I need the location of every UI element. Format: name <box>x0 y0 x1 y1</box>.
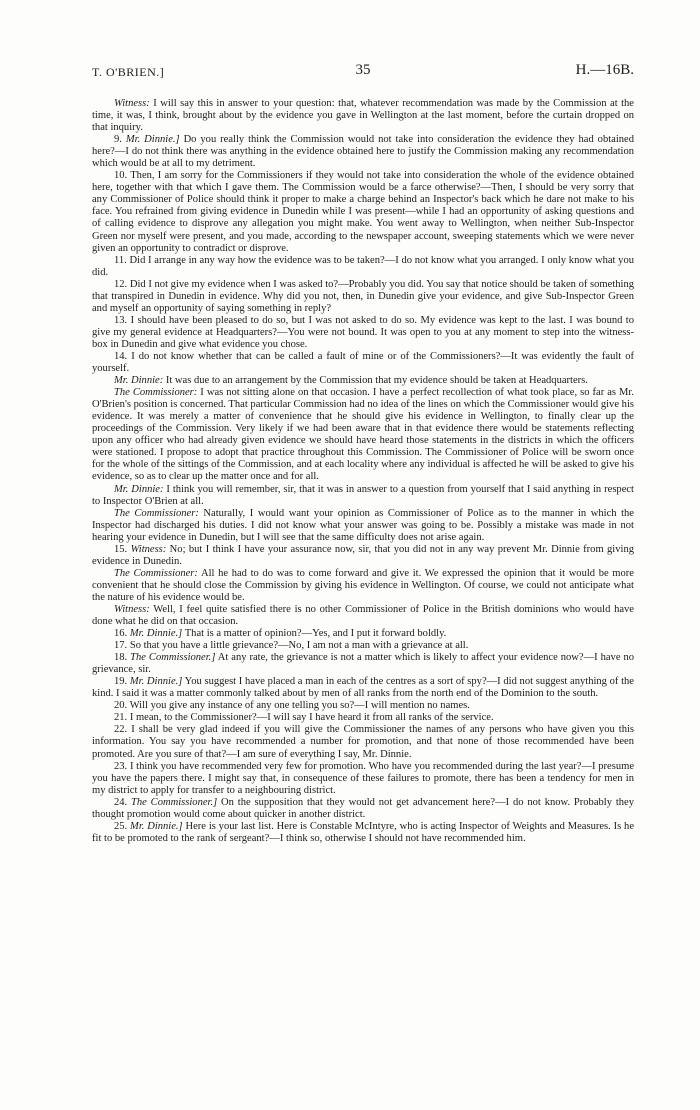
paragraph-text: Naturally, I would want your opinion as Commissioner of Police as to the manner in which the Inspector had discharged his duties. I did not know what your answer was going to be. Possibly a mistake was made in not hearing your evidence in Dunedin, but I will see that the same difficulty does not arise again. <box>92 507 634 543</box>
paragraph-text: I think you will remember, sir, that it was in answer to a question from yourself that I said anything in respect to Inspector O'Brien at all. <box>92 483 634 507</box>
paragraph <box>92 98 634 134</box>
speaker-label: Mr. Dinnie: <box>114 375 164 387</box>
document-body <box>92 98 634 845</box>
paragraph <box>92 134 634 170</box>
paragraph <box>92 170 634 254</box>
question-number: 10. <box>114 170 128 182</box>
question-number: 15. <box>114 543 128 555</box>
document-reference: H.—16B. <box>575 62 634 78</box>
paragraph <box>92 712 634 724</box>
page-number: 35 <box>355 62 371 78</box>
question-number: 14. <box>114 350 128 362</box>
paragraph-text: I shall be very glad indeed if you will give the Commissioner the names of any persons who have given you this information. You say you have recommended a number for promotion, and that none of those recommended have been promoted. Are you sure of that?—I am sure of everything I say, Mr. Dinnie. <box>92 724 634 760</box>
paragraph <box>92 652 634 676</box>
question-number: 20. <box>114 700 128 712</box>
speaker-label: Witness: <box>114 603 150 615</box>
paragraph <box>92 279 634 315</box>
speaker-label: The Commissioner: <box>114 567 198 579</box>
paragraph <box>92 724 634 760</box>
paragraph <box>92 700 634 712</box>
question-number: 22. <box>114 724 128 736</box>
paragraph <box>92 821 634 845</box>
question-number: 25. <box>114 820 128 832</box>
paragraph <box>92 676 634 700</box>
question-number: 13. <box>114 314 128 326</box>
speaker-label: The Commissioner.] <box>130 652 216 664</box>
paragraph <box>92 568 634 604</box>
paragraph-text: I think you have recommended very few for promotion. Who have you recommended during the last year?—I presume you have the papers there. I might say that, in consequence of these failures to promote, there has been a tendency for men in my district to apply for transfer to a neighbouring district. <box>92 760 634 796</box>
speaker-label: Mr. Dinnie: <box>114 483 164 495</box>
question-number: 12. <box>114 278 128 290</box>
question-number: 23. <box>114 760 128 772</box>
speaker-label: The Commissioner: <box>114 507 199 519</box>
question-number: 24. <box>114 796 128 808</box>
paragraph-text: I should have been pleased to do so, but I was not asked to do so. My evidence was kept to the last. I was bound to give my general evidence at Headquarters?—You were not bound. It was open to you at any moment to step into the witness-box in Dunedin and give what evidence you chose. <box>92 314 634 350</box>
paragraph-text: Here is your last list. Here is Constable McIntyre, who is acting Inspector of Weights and Measures. Is he fit to be promoted to the rank of sergeant?—I think so, otherwise I should not have recommended him. <box>92 820 635 844</box>
paragraph <box>92 351 634 375</box>
paragraph-text: All he had to do was to come forward and give it. We expressed the opinion that it would be more convenient that he should close the Commission by giving his evidence in Wellington. Of course, we could not anticipate what the nature of his evidence would be. <box>92 567 634 603</box>
paragraph <box>92 375 634 387</box>
paragraph <box>92 387 634 483</box>
question-number: 21. <box>114 712 128 724</box>
paragraph-text: I do not know whether that can be called a fault of mine or of the Commissioners?—It was evidently the fault of yourself. <box>92 350 634 375</box>
paragraph-text: Did I arrange in any way how the evidence was to be taken?—I do not know what you arranged. I only know what you did. <box>92 254 634 278</box>
speaker-label: Mr. Dinnie.] <box>129 676 183 688</box>
paragraph-text: Did I not give my evidence when I was asked to?—Probably you did. You say that notice should be taken of something that transpired in Dunedin in evidence. Why did you not, then, in Dunedin give your evidence, and give Sub-Inspector Green and myself an opportunity of saying something in reply? <box>92 278 634 314</box>
question-number: 17. <box>114 640 128 652</box>
question-number: 9. <box>114 134 122 146</box>
speaker-label: Witness: <box>114 98 150 109</box>
paragraph-text: I mean, to the Commissioner?—I will say I have heard it from all ranks of the service. <box>129 712 494 724</box>
question-number: 18. <box>114 652 128 664</box>
paragraph <box>92 761 634 797</box>
paragraph-text: On the supposition that they would not get advancement here?—I do not know. Probably they thought promotion would come about quicker in another district. <box>92 796 634 820</box>
paragraph <box>92 604 634 628</box>
question-number: 11. <box>114 254 127 266</box>
paragraph-text: You suggest I have placed a man in each of the centres as a sort of spy?—I did not suggest anything of the kind. I said it was a matter commonly talked about by men of all ranks from the north end of the Dominion to the south. <box>92 676 634 700</box>
question-number: 19. <box>114 676 128 688</box>
paragraph <box>92 797 634 821</box>
paragraph-text: Do you really think the Commission would not take into consideration the evidence they had obtained here?—I do not think there was anything in the evidence obtained here to justify the Commission making any recommendation which would be at all to my detriment. <box>92 134 634 170</box>
paragraph-text: I was not sitting alone on that occasion. I have a perfect recollection of what took place, so far as Mr. O'Brien's position is concerned. That particular Commission had no idea of the lines on which the Commissioner would give his evidence. It was merely a matter of convenience that he should give his evidence in Wellington, to finally clear up the proceedings of the Commission. Very likely if we had been aware that in that evidence there would be statements reflecting upon any officer who had already given evidence we should have heard those statements in the districts in which the officers were stationed. I propose to adopt that practice throughout this Commission. The Commissioner of Police will be sworn once for the whole of the sittings of the Commission, and at each locality where any individual is affected he will be asked to give his evidence, so as to clear up the matter once and for all. <box>92 387 634 483</box>
paragraph <box>92 640 634 652</box>
paragraph-text: I will say this in answer to your question: that, whatever recommendation was made by the Commission at the time, it was, I think, brought about by the evidence you gave in Wellington at the last moment, before the curtain dropped on that inquiry. <box>92 98 634 134</box>
paragraph-text: That is a matter of opinion?—Yes, and I put it forward boldly. <box>182 628 447 640</box>
speaker-label: The Commissioner: <box>114 387 198 399</box>
paragraph-text: Well, I feel quite satisfied there is no other Commissioner of Police in the British dominions who would have done what he did on that occasion. <box>92 603 634 628</box>
paragraph <box>92 628 634 640</box>
paragraph-text: Then, I am sorry for the Commissioners if they would not take into consideration the whole of the evidence obtained here, together with that which I gave them. The Commission would be a farce otherwise?—Then, I should be very sorry that any Commissioner of Police should think it proper to make a charge behind an Inspector's back which he dare not make to his face. You refrained from giving evidence in Dunedin while I was present—while I had an opportunity of asking questions and of calling evidence to disprove any allegation you might make. You went away to Wellington, when neither Sub-Inspector Green nor myself were present, and you made, according to the newspaper account, sweeping statements which we were never given an opportunity to contradict or disprove. <box>92 170 635 254</box>
page-header <box>92 62 634 84</box>
speaker-label: The Commissioner.] <box>131 796 218 808</box>
speaker-label: Mr. Dinnie.] <box>129 628 183 640</box>
paragraph-text: At any rate, the grievance is not a matter which is likely to affect your evidence now?—I have no grievance, sir. <box>92 652 634 676</box>
speaker-label: Mr. Dinnie.] <box>125 134 180 146</box>
paragraph <box>92 508 634 544</box>
speaker-label: Witness: <box>130 543 167 555</box>
paragraph-text: Will you give any instance of any one telling you so?—I will mention no names. <box>129 700 470 712</box>
paragraph-text: It was due to an arrangement by the Commission that my evidence should be taken at Headquarters. <box>163 375 588 387</box>
paragraph <box>92 484 634 508</box>
question-number: 16. <box>114 628 128 640</box>
paragraph-text: So that you have a little grievance?—No, I am not a man with a grievance at all. <box>129 640 469 652</box>
header-witness-name: T. O'BRIEN.] <box>92 65 165 79</box>
paragraph <box>92 315 634 351</box>
speaker-label: Mr. Dinnie.] <box>130 820 183 832</box>
paragraph <box>92 255 634 279</box>
paragraph-text: No; but I think I have your assurance now, sir, that you did not in any way prevent Mr. Dinnie from giving evidence in Dunedin. <box>92 543 634 567</box>
paragraph <box>92 544 634 568</box>
